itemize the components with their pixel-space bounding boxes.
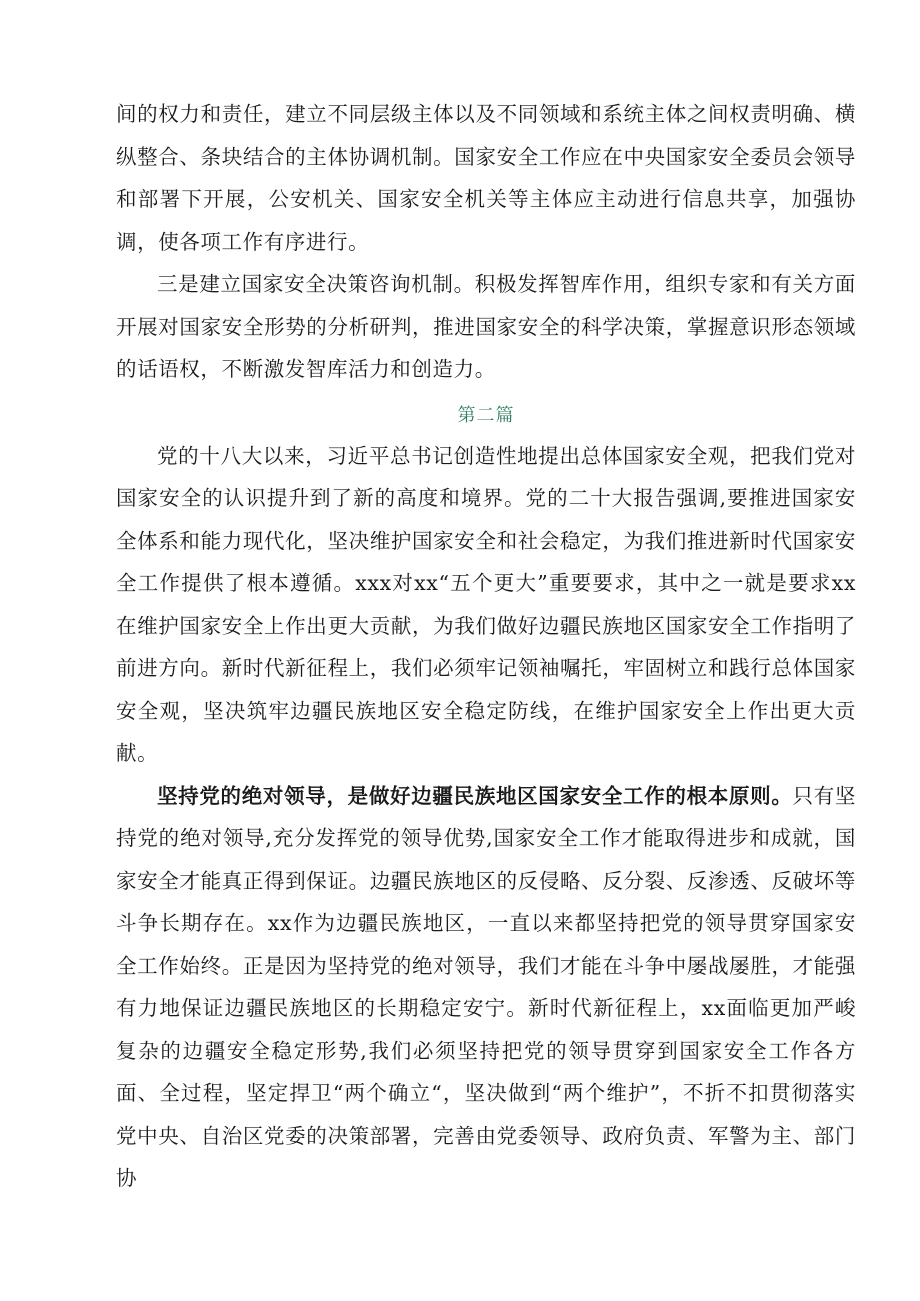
- paragraph-body-text: 只有坚持党的绝对领导,充分发挥党的领导优势,国家安全工作才能取得进步和成就，国家安全才能真正得到保证。边疆民族地区的反侵略、反分裂、反渗透、反破坏等斗争长期存在。xx作为边疆民族地区，一直以来都坚持把党的领导贯穿国家安全工作始终。正是因为坚持党的绝对领导，我们才能在斗争中屡战屡胜，才能强有力地保证边疆民族地区的长期稳定安宁。新时代新征程上，xx面临更加严峻复杂的边疆安全稳定形势,我们必须坚持把党的领导贯穿到国家安全工作各方面、全过程，坚定捍卫“两个确立“，坚决做到“两个维护”，不折不扣贯彻落实党中央、自治区党委的决策部署，完善由党委领导、政府负责、军警为主、部门协: [116, 783, 856, 1190]
- section-heading: 第二篇: [457, 404, 515, 426]
- paragraph-continuation: 间的权力和责任，建立不同层级主体以及不同领域和系统主体之间权责明确、横纵整合、条块结合的主体协调机制。国家安全工作应在中央国家安全委员会领导和部署下开展，公安机关、国家安全机关等主体应主动进行信息共享，加强协调，使各项工作有序进行。: [116, 102, 856, 254]
- paragraph-lead-sentence: 坚持党的绝对领导，是做好边疆民族地区国家安全工作的根本原则。: [157, 783, 793, 808]
- document-body: [116, 93, 856, 1200]
- paragraph-intro: 党的十八大以来，习近平总书记创造性地提出总体国家安全观，把我们党对国家安全的认识提升到了新的高度和境界。党的二十大报告强调,要推进国家安全体系和能力现代化，坚决维护国家安全和社会稳定，为我们推进新时代国家安全工作提供了根本遵循。xxx对xx“五个更大”重要要求，其中之一就是要求xx在维护国家安全上作出更大贡献，为我们做好边疆民族地区国家安全工作指明了前进方向。新时代新征程上，我们必须牢记领袖嘱托，牢固树立和践行总体国家安全观，坚决筑牢边疆民族地区安全稳定防线，在维护国家安全上作出更大贡献。: [116, 443, 856, 765]
- paragraph-party-leadership: [116, 775, 856, 1200]
- paragraph-decision-consulting: 三是建立国家安全决策咨询机制。积极发挥智库作用，组织专家和有关方面开展对国家安全形势的分析研判，推进国家安全的科学决策，掌握意识形态领域的话语权，不断激发智库活力和创造力。: [116, 272, 856, 381]
